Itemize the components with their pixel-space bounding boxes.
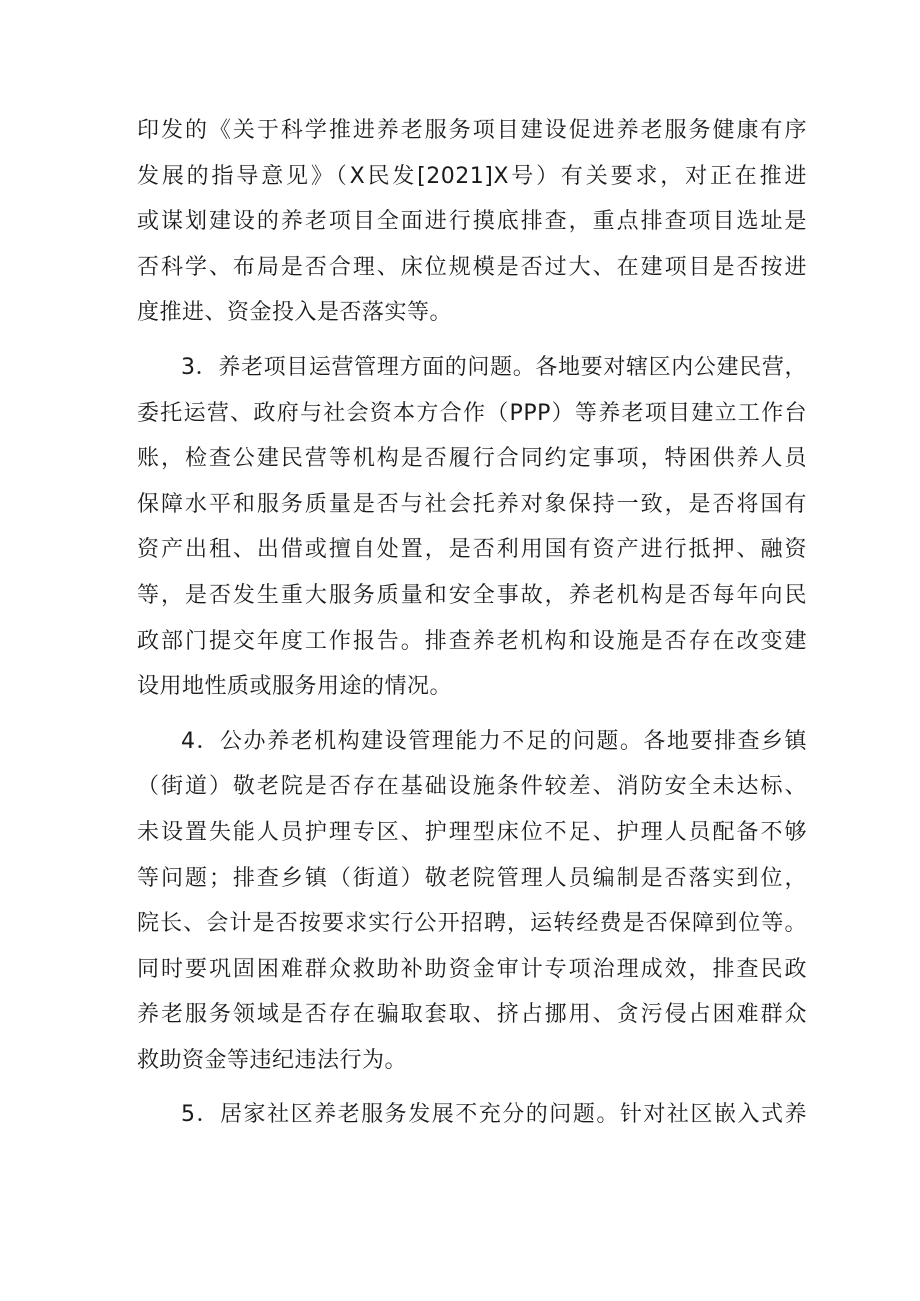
text-line: 救助资金等违纪违法行为。: [137, 1047, 408, 1073]
text-line: 委托运营、政府与社会资本方合作（PPP）等养老项目建立工作台: [137, 400, 807, 426]
text-line: 院长、会计是否按要求实行公开招聘，运转经费是否保障到位等。: [137, 911, 807, 937]
text-line: 发展的指导意见》（X民发[2021]X号）有关要求，对正在推进: [137, 163, 807, 189]
text-line: 未设置失能人员护理专区、护理型床位不足、护理人员配备不够: [137, 819, 807, 845]
text-line: 5．居家社区养老服务发展不充分的问题。针对社区嵌入式养: [181, 1102, 807, 1128]
paragraph-item-4: [137, 719, 807, 1084]
text-line: 同时要巩固困难群众救助补助资金审计专项治理成效，排查民政: [137, 956, 807, 982]
text-line: 保障水平和服务质量是否与社会托养对象保持一致，是否将国有: [137, 491, 807, 517]
paragraph-item-5: [137, 1092, 807, 1138]
text-line: 等，是否发生重大服务质量和安全事故，养老机构是否每年向民: [137, 582, 807, 608]
text-line: 或谋划建设的养老项目全面进行摸底排查，重点排查项目选址是: [137, 209, 807, 235]
text-line: 等问题；排查乡镇（街道）敬老院管理人员编制是否落实到位，: [137, 865, 807, 891]
paragraph-item-3: [137, 345, 807, 710]
document-body: [137, 108, 807, 1138]
text-line: 养老服务领域是否存在骗取套取、挤占挪用、贪污侵占困难群众: [137, 1002, 807, 1028]
text-line: 印发的《关于科学推进养老服务项目建设促进养老服务健康有序: [137, 118, 807, 143]
paragraph-spacer: [137, 1083, 807, 1092]
text-line: 3．养老项目运营管理方面的问题。各地要对辖区内公建民营，: [181, 354, 807, 380]
text-line: 4．公办养老机构建设管理能力不足的问题。各地要排查乡镇: [181, 728, 807, 754]
text-line: 设用地性质或服务用途的情况。: [137, 674, 453, 700]
text-line: 否科学、布局是否合理、床位规模是否过大、在建项目是否按进: [137, 254, 807, 280]
text-line: （街道）敬老院是否存在基础设施条件较差、消防安全未达标、: [137, 774, 807, 800]
text-line: 账，检查公建民营等机构是否履行合同约定事项，特困供养人员: [137, 446, 807, 472]
paragraph-project-planning: [137, 108, 807, 336]
text-line: 政部门提交年度工作报告。排查养老机构和设施是否存在改变建: [137, 628, 807, 654]
text-line: 资产出租、出借或擅自处置，是否利用国有资产进行抵押、融资: [137, 537, 807, 563]
text-line: 度推进、资金投入是否落实等。: [137, 300, 453, 326]
paragraph-spacer: [137, 710, 807, 719]
paragraph-spacer: [137, 336, 807, 345]
